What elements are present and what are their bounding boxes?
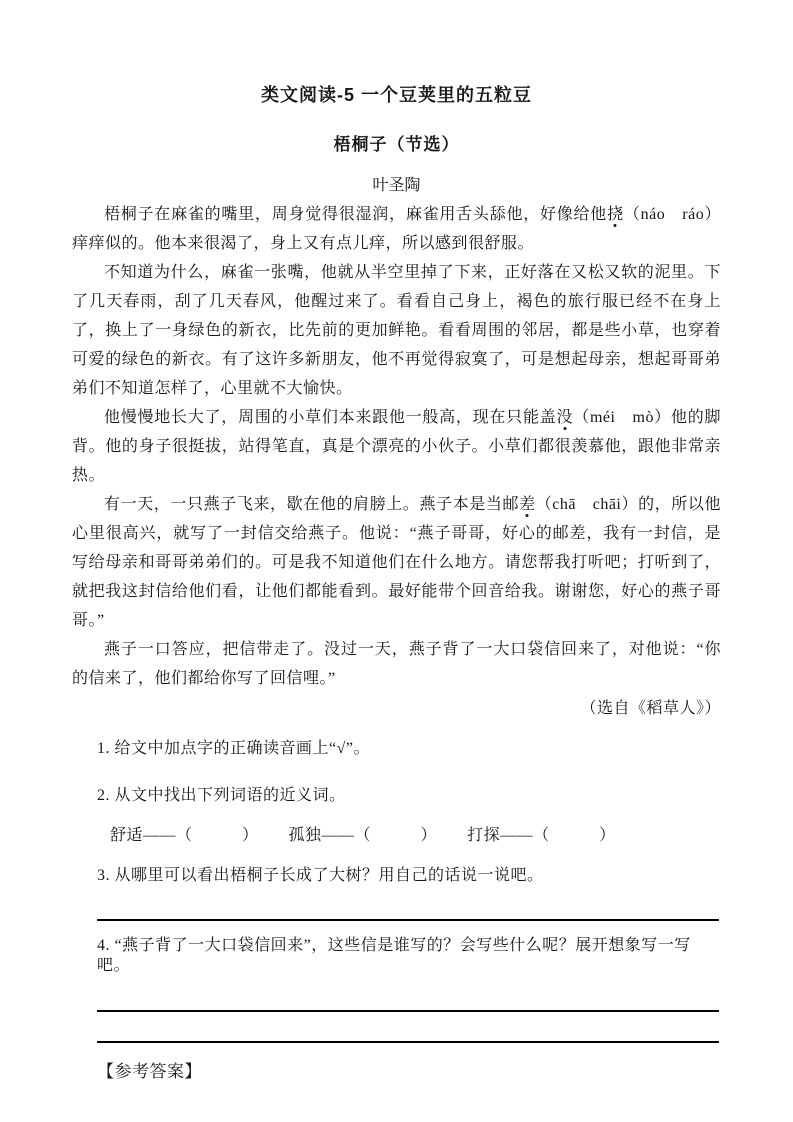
emphasized-char: 没 (556, 409, 574, 426)
synonym-dash: —— (500, 827, 534, 844)
story-paragraph-2 (72, 258, 721, 403)
question-3: 3. 从哪里可以看出梧桐子长成了大树？用自己的话说一说吧。 (97, 867, 544, 884)
story-paragraph-3 (72, 403, 721, 490)
reference-answers-header: 【参考答案】 (97, 1062, 202, 1081)
story-text: 有一天，一只燕子飞来，歇在他的肩膀上。燕子本是当邮 (104, 496, 520, 513)
worksheet-title: 类文阅读-5 一个豆荚里的五粒豆 (260, 85, 532, 105)
story-text: 梧桐子在麻雀的嘴里，周身觉得很湿润，麻雀用舌头舔他，好像给他 (104, 206, 608, 223)
synonym-item-datan (467, 826, 616, 846)
answer-line (97, 1041, 719, 1043)
story-text: 他慢慢地长大了，周围的小草们本来跟他一般高，现在只能盖 (104, 409, 557, 426)
passage-title: 梧桐子（节选） (333, 135, 460, 154)
story-paragraph-1 (72, 200, 721, 258)
story-text: （náo ráo）痒痒似的。他本来很渴了，身上又有点儿痒，所以感到很舒服。 (72, 206, 721, 252)
synonym-item-gudu (289, 826, 438, 846)
synonym-blank: （ ） (176, 827, 259, 844)
story-text: （méi mò）他的脚背。他的身子很挺拔，站得笔直，真是个漂亮的小伙子。小草们都很羡慕他，跟他非常亲热。 (72, 409, 721, 484)
emphasized-char: 差 (519, 496, 536, 513)
synonym-blank: （ ） (533, 827, 616, 844)
synonym-item-shushi (110, 826, 259, 846)
story-paragraph-5 (72, 635, 721, 693)
story-text: 不知道为什么，麻雀一张嘴，他就从半空里掉了下来，正好落在又松又软的泥里。下了几天春雨，刮了几天春风，他醒过来了。看看自己身上，褐色的旅行服已经不在身上了，换上了一身绿色的新衣，比先前的更加鲜艳。看看周围的邻居，都是些小草，也穿着可爱的绿色的新衣。有了这许多新朋友，他不再觉得寂寞了，可是想起母亲，想起哥哥弟弟们不知道怎样了，心里就不大愉快。 (72, 264, 721, 397)
synonym-dash: —— (143, 827, 177, 844)
story-paragraph-4 (72, 490, 721, 635)
synonym-blank: （ ） (354, 827, 438, 844)
synonym-word: 舒适 (110, 827, 144, 844)
answer-line (97, 1010, 719, 1012)
synonym-dash: —— (321, 827, 355, 844)
source-attribution: （选自《稻草人》） (580, 700, 721, 717)
question-2: 2. 从文中找出下列词语的近义词。 (97, 787, 346, 804)
story-text: 燕子一口答应，把信带走了。没过一天，燕子背了一大口袋信回来了，对他说：“你的信来了，他们都给你写了回信哩。” (72, 641, 721, 687)
passage-author: 叶圣陶 (372, 177, 421, 194)
answer-line (97, 919, 719, 921)
story-text: （chā chāi）的，所以他心里很高兴，就写了一封信交给燕子。他说：“燕子哥哥，好心的邮差，我有一封信，是写给母亲和哥哥弟弟们的。可是我不知道他们在什么地方。请您帮我打听吧；打听到了，就把我这封信给他们看，让他们都能看到。最好能带个回音给我。谢谢您，好心的燕子哥哥。” (72, 496, 721, 629)
synonym-word: 打探 (467, 827, 501, 844)
synonym-blanks-row (110, 826, 719, 846)
question-1: 1. 给文中加点字的正确读音画上“√”。 (97, 740, 370, 757)
questions-section (97, 739, 719, 1043)
emphasized-char: 挠 (607, 206, 624, 223)
question-4: 4. “燕子背了一大口袋信回来”，这些信是谁写的？会写些什么呢？展开想象写一写吧。 (97, 937, 691, 974)
passage-body (72, 200, 721, 693)
synonym-word: 孤独 (288, 827, 322, 844)
